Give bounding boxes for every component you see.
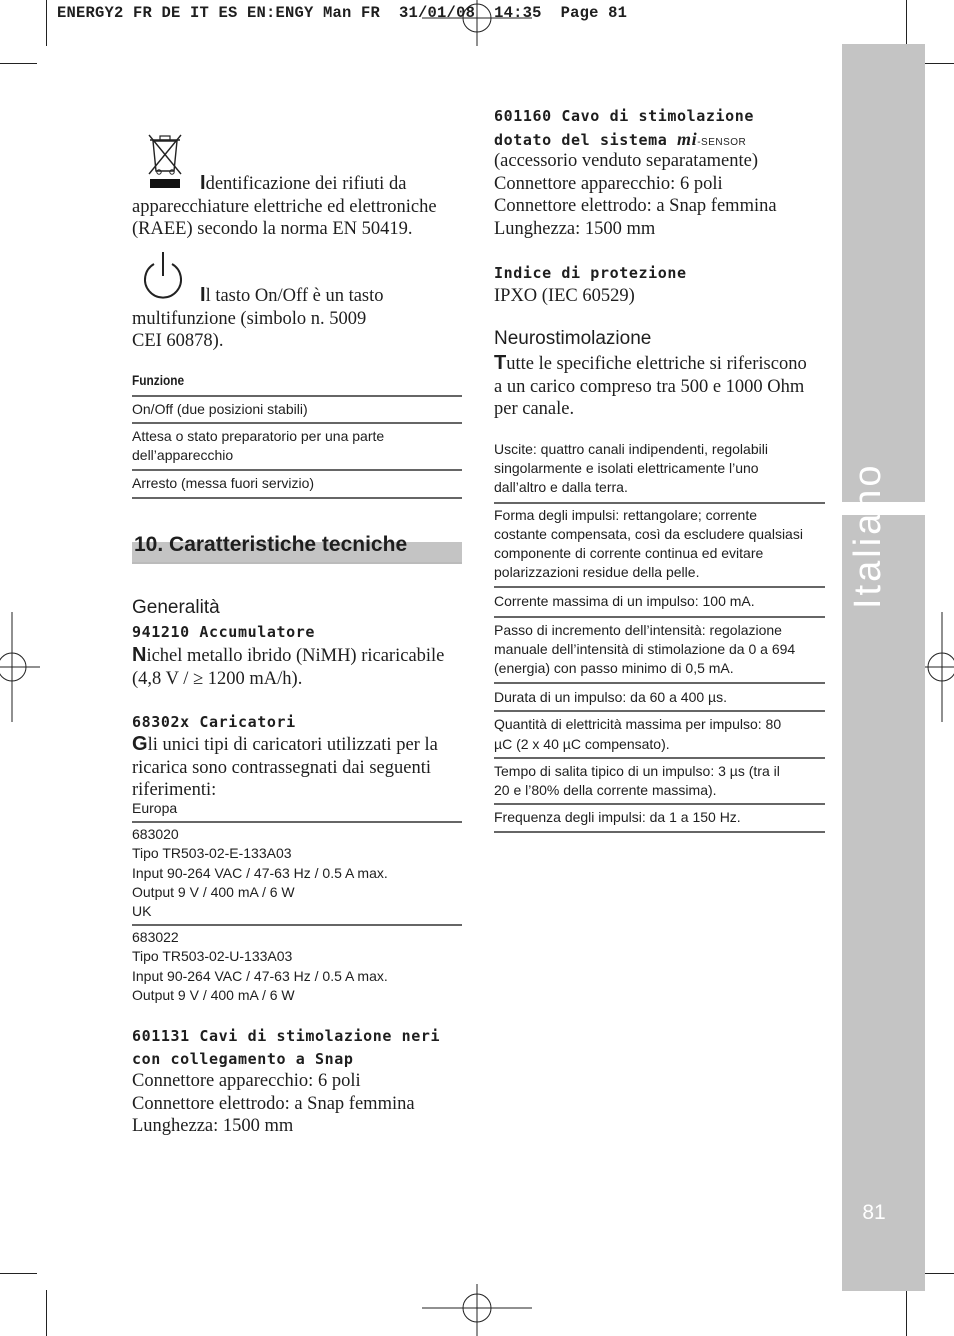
spec-row: Passo di incremento dell’intensità: regolazione manuale dell’intensità di stimolazione da 0 a 694 (energia) con passo minimo di 0,5 mA. [494,616,825,683]
spec-row: Tempo di salita tipico di un impulso: 3 µs (tra il 20 e l’80% della corrente massima). [494,757,825,803]
funzione-header: Funzione [132,373,185,388]
funzione-row: Attesa o stato preparatorio per una parte dell’apparecchio [132,422,462,468]
section-title-bar [132,532,462,564]
section-title: 10. Caratteristiche tecniche [134,533,408,556]
spec-row: Durata di un impulso: da 60 a 400 µs. [494,682,825,710]
crop-mark [906,1290,907,1336]
protezione-value: IPXO (IEC 60529) [494,286,635,306]
generalita-heading: Generalità [132,597,220,618]
funzione-row: Arresto (messa fuori servizio) [132,469,462,497]
neuro-heading: Neurostimolazione [494,328,652,349]
spec-row: Uscite: quattro canali indipendenti, regolabili singolarmente e isolati elettricamente l’uno dall’altro e dalla terra. [494,441,768,496]
crop-mark [906,0,907,46]
onoff-paragraph: Il tasto On/Off è un tasto multifunzione (simbolo n. 5009 CEI 60878). [132,284,384,351]
spec-row: Forma degli impulsi: rettangolare; corrente costante compensata, così da escludere qualsiasi componente di corrente continua ed evitare polarizzazioni residue della pelle. [494,502,825,587]
crop-mark [46,0,47,46]
crop-mark [0,1273,37,1274]
region-europa: Europa [132,800,178,816]
page-number: 81 [862,1201,886,1224]
mi-sensor-logo: mi [677,129,698,149]
funzione-table [132,373,462,499]
protezione-heading: Indice di protezione [494,264,687,282]
language-sidebar [842,44,925,1291]
printer-slug: ENERGY2 FR DE IT ES EN:ENGY Man FR 31/01/08 14:35 Page 81 [57,4,628,22]
charger-block-uk: 683022 Tipo TR503-02-U-133A03 Input 90-264 VAC / 47-63 Hz / 0.5 A max. Output 9 V / 400 mA / 6 W [132,924,462,1008]
sidebar-language-label: Italiano [847,462,889,609]
weee-paragraph: Identificazione dei rifiuti da apparecchiature elettriche ed elettroniche (RAEE) secondo la norma EN 50419. [132,172,437,239]
cavo-paragraph: (accessorio venduto separatamente) Connettore apparecchio: 6 poli Connettore elettrodo: a Snap femmina Lunghezza: 1500 mm [494,151,777,239]
spec-row: Frequenza degli impulsi: da 1 a 150 Hz. [494,803,825,831]
crop-mark [46,1290,47,1336]
funzione-row: On/Off (due posizioni stabili) [132,395,462,422]
registration-mark-left [0,612,40,722]
spec-row: Quantità di elettricità massima per impulso: 80 µC (2 x 40 µC compensato). [494,710,825,756]
caricatori-paragraph: Gli unici tipi di caricatori utilizzati per la ricarica sono contrassegnati dai seguenti riferimenti: [132,733,438,800]
accumulatore-paragraph: Nichel metallo ibrido (NiMH) ricaricabile (4,8 V / ≥ 1200 mA/h). [132,644,445,689]
cavi-heading: 601131 Cavi di stimolazione neri con collegamento a Snap [132,1027,441,1068]
registration-mark-bottom [422,1284,532,1336]
crop-mark [0,63,37,64]
caricatori-table [132,799,462,1008]
cavi-paragraph: Connettore apparecchio: 6 poli Connettore elettrodo: a Snap femmina Lunghezza: 1500 mm [132,1071,415,1136]
cavo-heading: 601160 Cavo di stimolazione dotato del sistema mi-SENSOR [494,107,755,149]
charger-block-europe: 683020 Tipo TR503-02-E-133A03 Input 90-264 VAC / 47-63 Hz / 0.5 A max. Output 9 V / 400 mA / 6 W UK [132,821,462,924]
spec-row: Corrente massima di un impulso: 100 mA. [494,586,825,615]
caricatori-heading: 68302x Caricatori [132,713,296,731]
neuro-paragraph: Tutte le specifiche elettriche si riferiscono a un carico compreso tra 500 e 1000 Ohm per canale. [494,352,807,419]
mi-sensor-suffix: -SENSOR [697,137,747,148]
accumulatore-heading: 941210 Accumulatore [132,623,315,641]
specs-table [494,440,825,833]
